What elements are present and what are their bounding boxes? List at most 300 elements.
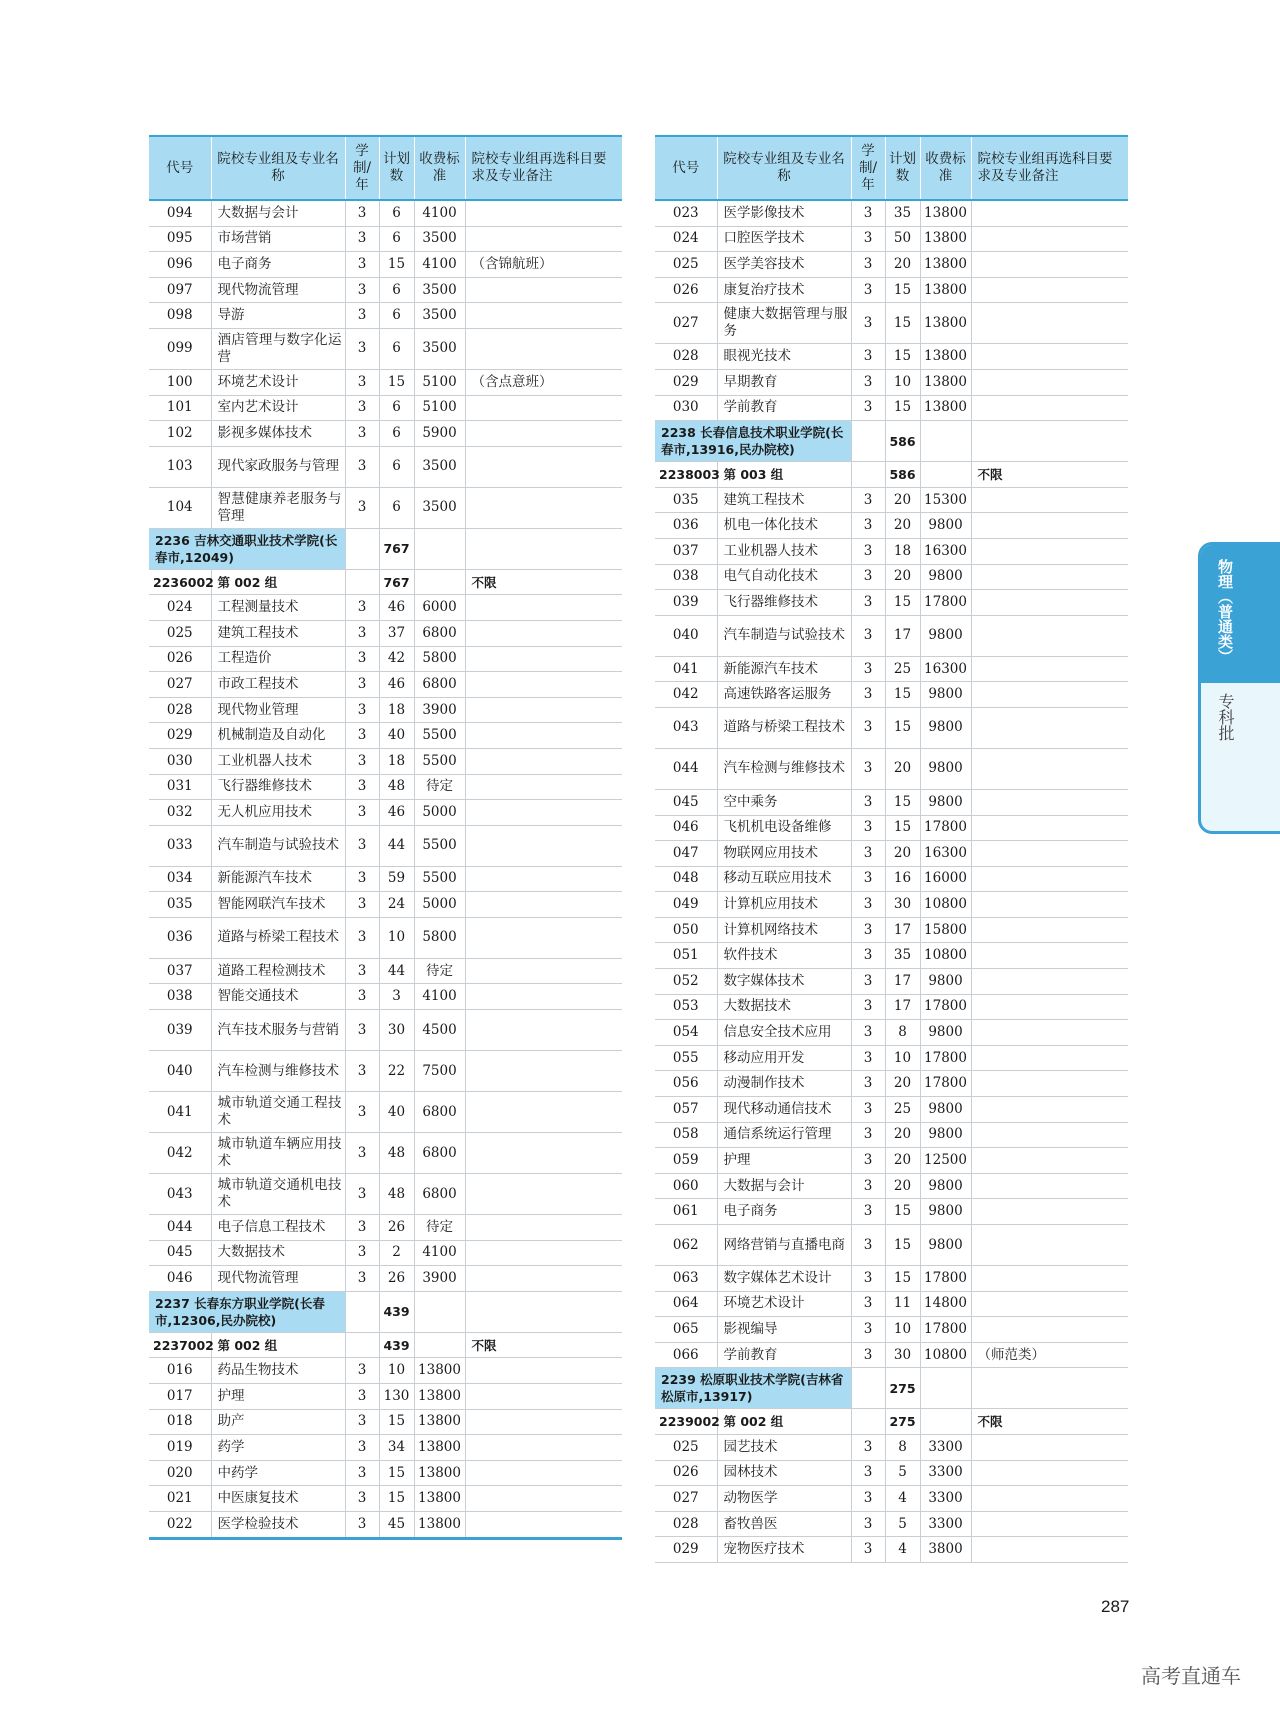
major-fee: 17800	[920, 1045, 971, 1071]
major-note	[971, 1486, 1128, 1512]
major-code: 043	[655, 707, 717, 748]
major-years: 3	[345, 1486, 379, 1512]
group-years-cell	[345, 569, 379, 595]
major-plan: 20	[885, 564, 920, 590]
major-plan: 6	[379, 421, 414, 447]
major-plan: 130	[379, 1384, 414, 1410]
major-years: 3	[851, 994, 885, 1020]
major-years: 3	[851, 841, 885, 867]
group-name: 第 002 组	[717, 1409, 851, 1435]
major-name: 新能源汽车技术	[211, 866, 345, 892]
major-name: 工程测量技术	[211, 595, 345, 621]
major-plan: 48	[379, 774, 414, 800]
major-note	[971, 1173, 1128, 1199]
major-row	[149, 1409, 622, 1435]
major-row	[149, 1174, 622, 1215]
major-plan: 5	[885, 1511, 920, 1537]
major-name: 护理	[211, 1384, 345, 1410]
major-row	[655, 303, 1128, 344]
major-years: 3	[345, 620, 379, 646]
major-years: 3	[851, 538, 885, 564]
major-name: 学前教育	[717, 395, 851, 421]
school-plan: 439	[379, 1291, 414, 1332]
major-plan: 15	[885, 590, 920, 616]
major-years: 3	[345, 917, 379, 958]
major-row	[149, 595, 622, 621]
major-plan: 6	[379, 226, 414, 252]
major-fee: 3500	[414, 303, 465, 329]
major-row	[655, 1460, 1128, 1486]
major-row	[149, 487, 622, 528]
group-row	[149, 569, 622, 595]
major-row	[149, 1051, 622, 1092]
major-name: 道路与桥梁工程技术	[211, 917, 345, 958]
major-note: （含点意班）	[465, 369, 622, 395]
major-fee: 9800	[920, 1020, 971, 1046]
major-years: 3	[851, 303, 885, 344]
major-fee: 13800	[920, 344, 971, 370]
group-code: 2236002	[149, 569, 211, 595]
major-code: 037	[149, 958, 211, 984]
major-code: 027	[149, 672, 211, 698]
major-fee: 3500	[414, 328, 465, 369]
major-fee: 5500	[414, 748, 465, 774]
major-note	[971, 590, 1128, 616]
major-code: 101	[149, 395, 211, 421]
major-note	[465, 226, 622, 252]
school-plan: 767	[379, 528, 414, 569]
major-name: 城市轨道交通工程技术	[211, 1092, 345, 1133]
school-row	[149, 528, 622, 569]
major-code: 028	[655, 344, 717, 370]
major-years: 3	[345, 1010, 379, 1051]
major-fee: 16300	[920, 538, 971, 564]
major-name: 中医康复技术	[211, 1486, 345, 1512]
major-row	[655, 866, 1128, 892]
header-plan: 计划数	[379, 136, 414, 200]
major-note	[971, 538, 1128, 564]
major-row	[655, 656, 1128, 682]
major-years: 3	[345, 984, 379, 1010]
group-fee-cell	[414, 569, 465, 595]
major-row	[655, 917, 1128, 943]
major-years: 3	[345, 672, 379, 698]
major-fee: 17800	[920, 1266, 971, 1292]
major-note	[971, 1511, 1128, 1537]
major-fee: 15300	[920, 487, 971, 513]
major-row	[149, 421, 622, 447]
major-code: 026	[655, 277, 717, 303]
major-fee: 3500	[414, 446, 465, 487]
major-years: 3	[345, 421, 379, 447]
major-code: 052	[655, 969, 717, 995]
major-years: 3	[851, 943, 885, 969]
major-fee: 3800	[920, 1537, 971, 1563]
major-name: 数字媒体技术	[717, 969, 851, 995]
major-plan: 18	[379, 697, 414, 723]
major-name: 中药学	[211, 1460, 345, 1486]
major-code: 066	[655, 1342, 717, 1368]
major-years: 3	[345, 1133, 379, 1174]
major-years: 3	[345, 1384, 379, 1410]
major-note	[971, 1097, 1128, 1123]
major-row	[149, 252, 622, 278]
major-row	[655, 538, 1128, 564]
major-code: 017	[149, 1384, 211, 1410]
major-row	[149, 303, 622, 329]
major-fee: 10800	[920, 892, 971, 918]
major-fee: 9800	[920, 1122, 971, 1148]
school-years-cell	[345, 528, 379, 569]
major-plan: 15	[885, 303, 920, 344]
major-row	[655, 1173, 1128, 1199]
group-requirement: 不限	[465, 1332, 622, 1358]
school-note-cell	[971, 1368, 1128, 1409]
major-note	[971, 1071, 1128, 1097]
major-plan: 6	[379, 487, 414, 528]
major-fee: 15800	[920, 917, 971, 943]
major-name: 通信系统运行管理	[717, 1122, 851, 1148]
major-note	[971, 1045, 1128, 1071]
major-note	[465, 421, 622, 447]
major-note	[465, 1092, 622, 1133]
major-row	[149, 917, 622, 958]
major-code: 040	[655, 615, 717, 656]
page-number: 287	[1101, 1597, 1130, 1616]
major-plan: 6	[379, 200, 414, 226]
major-row	[655, 815, 1128, 841]
major-code: 026	[655, 1460, 717, 1486]
major-plan: 20	[885, 252, 920, 278]
header-code: 代号	[655, 136, 717, 200]
major-plan: 30	[379, 1010, 414, 1051]
group-plan: 439	[379, 1332, 414, 1358]
major-plan: 35	[885, 943, 920, 969]
major-note	[971, 1199, 1128, 1225]
major-code: 045	[149, 1240, 211, 1266]
major-name: 建筑工程技术	[211, 620, 345, 646]
major-plan: 15	[885, 1199, 920, 1225]
major-name: 电气自动化技术	[717, 564, 851, 590]
major-code: 039	[149, 1010, 211, 1051]
school-note-cell	[465, 528, 622, 569]
major-fee: 14800	[920, 1291, 971, 1317]
major-code: 097	[149, 277, 211, 303]
major-note	[971, 917, 1128, 943]
major-row	[149, 646, 622, 672]
major-plan: 30	[885, 1342, 920, 1368]
major-years: 3	[345, 200, 379, 226]
major-code: 057	[655, 1097, 717, 1123]
side-tab-batch: 专科批	[1216, 693, 1235, 741]
major-note	[971, 748, 1128, 789]
header-fee: 收费标准	[920, 136, 971, 200]
major-years: 3	[345, 866, 379, 892]
major-row	[655, 226, 1128, 252]
header-fee: 收费标准	[414, 136, 465, 200]
major-note	[465, 303, 622, 329]
major-plan: 3	[379, 984, 414, 1010]
major-plan: 34	[379, 1435, 414, 1461]
major-fee: 10800	[920, 943, 971, 969]
major-fee: 3900	[414, 697, 465, 723]
side-category-tab	[1198, 542, 1280, 834]
major-name: 医学检验技术	[211, 1512, 345, 1539]
major-years: 3	[851, 789, 885, 815]
header-requirements: 院校专业组再选科目要求及专业备注	[971, 136, 1128, 200]
major-name: 现代物流管理	[211, 277, 345, 303]
major-name: 健康大数据管理与服务	[717, 303, 851, 344]
major-code: 099	[149, 328, 211, 369]
side-tab-category: 物理（普通类）	[1216, 559, 1234, 664]
major-note	[971, 1317, 1128, 1343]
major-code: 027	[655, 303, 717, 344]
major-plan: 15	[885, 682, 920, 708]
major-name: 汽车检测与维修技术	[211, 1051, 345, 1092]
major-row	[149, 866, 622, 892]
major-fee: 3900	[414, 1266, 465, 1292]
major-fee: 16300	[920, 841, 971, 867]
major-note	[971, 226, 1128, 252]
major-years: 3	[851, 344, 885, 370]
major-years: 3	[851, 866, 885, 892]
major-note	[465, 277, 622, 303]
major-name: 市政工程技术	[211, 672, 345, 698]
major-fee: 13800	[920, 277, 971, 303]
major-code: 062	[655, 1225, 717, 1266]
major-years: 3	[851, 1511, 885, 1537]
major-plan: 11	[885, 1291, 920, 1317]
major-years: 3	[345, 800, 379, 826]
major-code: 103	[149, 446, 211, 487]
major-plan: 15	[379, 369, 414, 395]
major-row	[655, 1291, 1128, 1317]
major-note	[465, 672, 622, 698]
major-name: 工业机器人技术	[211, 748, 345, 774]
group-plan: 586	[885, 462, 920, 488]
major-years: 3	[345, 1215, 379, 1241]
right-enrollment-table	[655, 135, 1128, 1563]
major-code: 038	[149, 984, 211, 1010]
major-fee: 9800	[920, 748, 971, 789]
major-fee: 3300	[920, 1434, 971, 1460]
school-fee-cell	[920, 1368, 971, 1409]
major-plan: 15	[885, 395, 920, 421]
major-years: 3	[345, 1435, 379, 1461]
major-code: 049	[655, 892, 717, 918]
major-name: 机械制造及自动化	[211, 723, 345, 749]
major-years: 3	[851, 1291, 885, 1317]
major-row	[655, 564, 1128, 590]
header-plan: 计划数	[885, 136, 920, 200]
major-fee: 9800	[920, 789, 971, 815]
major-name: 学前教育	[717, 1342, 851, 1368]
major-fee: 9800	[920, 1225, 971, 1266]
major-name: 移动互联应用技术	[717, 866, 851, 892]
major-name: 汽车技术服务与营销	[211, 1010, 345, 1051]
group-name: 第 002 组	[211, 569, 345, 595]
major-code: 028	[655, 1511, 717, 1537]
major-row	[655, 682, 1128, 708]
major-row	[655, 1434, 1128, 1460]
major-code: 050	[655, 917, 717, 943]
major-plan: 50	[885, 226, 920, 252]
major-name: 物联网应用技术	[717, 841, 851, 867]
major-note	[971, 1122, 1128, 1148]
major-plan: 46	[379, 672, 414, 698]
major-years: 3	[851, 1266, 885, 1292]
major-years: 3	[345, 1358, 379, 1384]
major-fee: 3500	[414, 277, 465, 303]
major-plan: 17	[885, 969, 920, 995]
major-plan: 15	[885, 1266, 920, 1292]
major-years: 3	[851, 395, 885, 421]
group-requirement: 不限	[971, 462, 1128, 488]
major-years: 3	[851, 917, 885, 943]
major-years: 3	[851, 615, 885, 656]
major-fee: 6800	[414, 1133, 465, 1174]
major-plan: 20	[885, 1173, 920, 1199]
major-years: 3	[345, 892, 379, 918]
major-note	[465, 1435, 622, 1461]
major-fee: 9800	[920, 1173, 971, 1199]
major-plan: 20	[885, 513, 920, 539]
major-fee: 9800	[920, 1199, 971, 1225]
major-row	[655, 1342, 1128, 1368]
school-name: 2238 长春信息技术职业学院(长春市,13916,民办院校)	[655, 421, 851, 462]
major-plan: 48	[379, 1133, 414, 1174]
major-code: 056	[655, 1071, 717, 1097]
group-fee-cell	[920, 1409, 971, 1435]
major-note	[465, 1512, 622, 1539]
major-row	[655, 487, 1128, 513]
major-row	[149, 277, 622, 303]
major-plan: 8	[885, 1020, 920, 1046]
major-row	[655, 1045, 1128, 1071]
major-fee: 5500	[414, 866, 465, 892]
major-years: 3	[851, 200, 885, 226]
major-code: 104	[149, 487, 211, 528]
major-name: 电子信息工程技术	[211, 1215, 345, 1241]
group-code: 2237002	[149, 1332, 211, 1358]
major-row	[149, 892, 622, 918]
major-code: 025	[149, 620, 211, 646]
major-plan: 17	[885, 615, 920, 656]
major-row	[655, 789, 1128, 815]
major-years: 3	[851, 1045, 885, 1071]
major-code: 025	[655, 252, 717, 278]
school-years-cell	[851, 1368, 885, 1409]
major-plan: 15	[379, 252, 414, 278]
major-name: 影视多媒体技术	[211, 421, 345, 447]
group-years-cell	[851, 1409, 885, 1435]
major-note	[465, 825, 622, 866]
major-note	[971, 277, 1128, 303]
major-code: 046	[149, 1266, 211, 1292]
major-years: 3	[851, 815, 885, 841]
major-years: 3	[345, 328, 379, 369]
school-row	[149, 1291, 622, 1332]
major-note	[971, 707, 1128, 748]
major-plan: 15	[885, 707, 920, 748]
major-name: 飞行器维修技术	[211, 774, 345, 800]
major-code: 040	[149, 1051, 211, 1092]
major-row	[655, 344, 1128, 370]
major-code: 045	[655, 789, 717, 815]
major-fee: 待定	[414, 774, 465, 800]
major-note	[971, 682, 1128, 708]
major-code: 029	[149, 723, 211, 749]
major-years: 3	[851, 1434, 885, 1460]
major-row	[149, 1486, 622, 1512]
major-plan: 20	[885, 487, 920, 513]
group-row	[149, 1332, 622, 1358]
major-note	[971, 615, 1128, 656]
major-years: 3	[851, 513, 885, 539]
major-name: 软件技术	[717, 943, 851, 969]
major-plan: 20	[885, 748, 920, 789]
major-row	[149, 1215, 622, 1241]
major-plan: 20	[885, 1148, 920, 1174]
major-note	[465, 1133, 622, 1174]
major-fee: 3500	[414, 226, 465, 252]
major-row	[149, 1133, 622, 1174]
major-note	[971, 841, 1128, 867]
major-plan: 30	[885, 892, 920, 918]
major-code: 042	[149, 1133, 211, 1174]
major-row	[655, 1317, 1128, 1343]
major-years: 3	[345, 825, 379, 866]
major-note	[465, 892, 622, 918]
major-plan: 5	[885, 1460, 920, 1486]
major-name: 空中乘务	[717, 789, 851, 815]
major-years: 3	[851, 1071, 885, 1097]
major-row	[655, 1071, 1128, 1097]
group-requirement: 不限	[465, 569, 622, 595]
major-code: 029	[655, 1537, 717, 1563]
major-years: 3	[345, 395, 379, 421]
major-years: 3	[345, 1051, 379, 1092]
major-name: 影视编导	[717, 1317, 851, 1343]
major-code: 033	[149, 825, 211, 866]
side-tab-highlight	[1201, 545, 1280, 683]
major-years: 3	[851, 590, 885, 616]
major-years: 3	[851, 656, 885, 682]
major-fee: 9800	[920, 682, 971, 708]
header-name: 院校专业组及专业名称	[211, 136, 345, 200]
major-years: 3	[851, 1537, 885, 1563]
left-enrollment-table	[149, 135, 622, 1540]
major-plan: 15	[885, 1225, 920, 1266]
major-plan: 2	[379, 1240, 414, 1266]
major-name: 电子商务	[717, 1199, 851, 1225]
group-fee-cell	[920, 462, 971, 488]
major-code: 031	[149, 774, 211, 800]
major-row	[149, 226, 622, 252]
right-table-body	[655, 200, 1128, 1562]
major-name: 汽车制造与试验技术	[717, 615, 851, 656]
major-plan: 6	[379, 395, 414, 421]
group-code: 2238003	[655, 462, 717, 488]
group-name: 第 003 组	[717, 462, 851, 488]
school-fee-cell	[920, 421, 971, 462]
major-row	[655, 395, 1128, 421]
major-note	[971, 200, 1128, 226]
major-name: 建筑工程技术	[717, 487, 851, 513]
major-name: 宠物医疗技术	[717, 1537, 851, 1563]
major-name: 环境艺术设计	[211, 369, 345, 395]
major-years: 3	[345, 1174, 379, 1215]
